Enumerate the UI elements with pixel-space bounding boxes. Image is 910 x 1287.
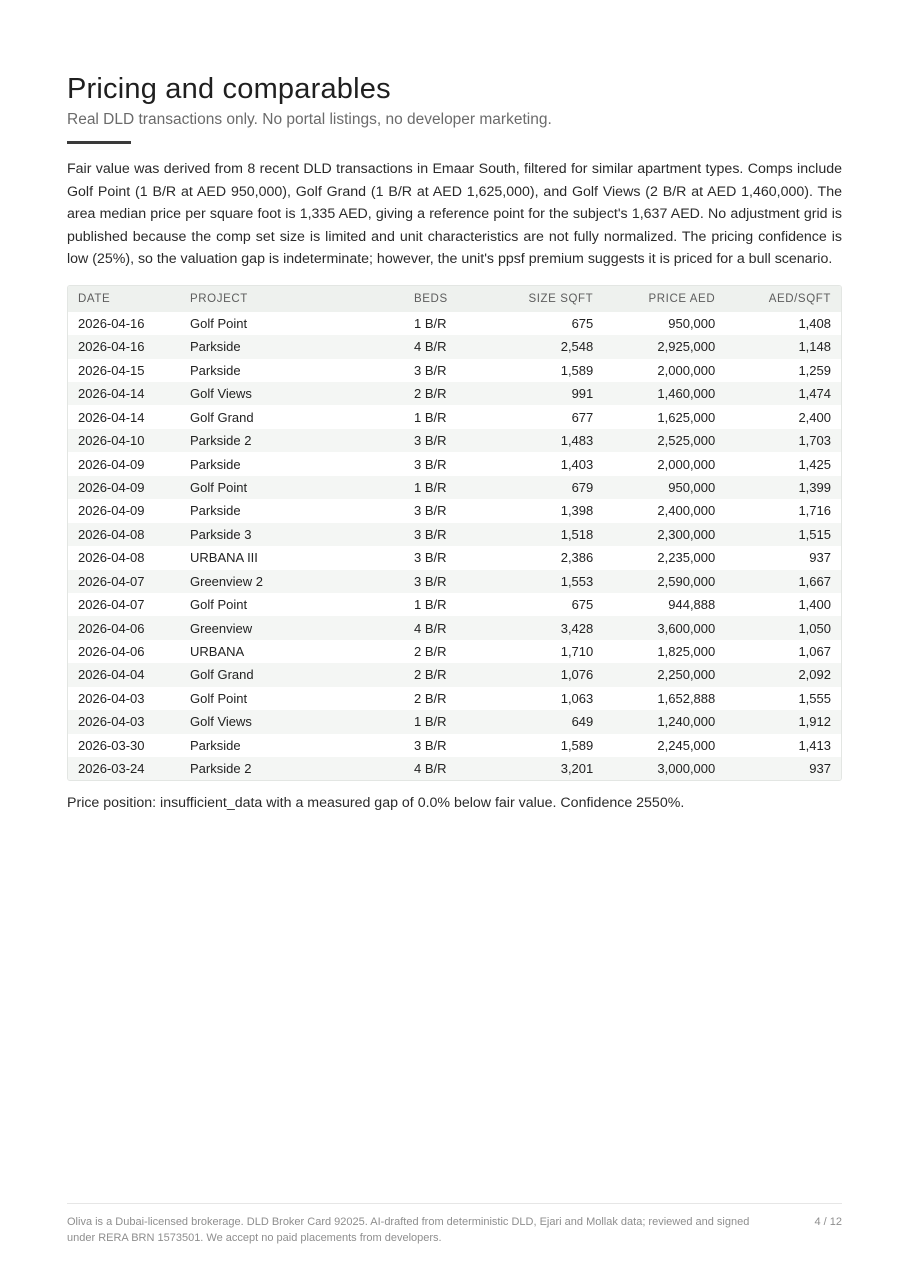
cell-date: 2026-04-08 [78, 550, 145, 566]
cell-size-sqft: 1,553 [484, 570, 603, 593]
cell-aed-per-sqft: 1,474 [725, 382, 841, 405]
table-row [68, 663, 841, 686]
cell-size-sqft: 675 [571, 315, 594, 331]
cell-project: Parkside [190, 456, 241, 472]
table-row [68, 312, 841, 335]
cell-project: Golf Views [180, 382, 404, 405]
cell-size-sqft: 2,548 [484, 335, 603, 358]
table-row [68, 616, 841, 639]
cell-date: 2026-04-15 [78, 362, 145, 378]
cell-date: 2026-04-06 [78, 644, 145, 660]
cell-price-aed: 1,625,000 [657, 409, 716, 425]
cell-project: Greenview [180, 616, 404, 639]
cell-date: 2026-04-09 [78, 456, 145, 472]
table-body [68, 312, 841, 781]
table-row [68, 546, 841, 569]
cell-size-sqft: 1,403 [560, 456, 594, 472]
title-divider [67, 141, 131, 144]
cell-size-sqft: 1,076 [484, 663, 603, 686]
cell-project: Parkside 2 [180, 429, 404, 452]
table-row [68, 359, 841, 382]
cell-project: Parkside [190, 737, 241, 753]
cell-aed-per-sqft: 1,399 [725, 476, 841, 499]
cell-price-aed: 1,652,888 [657, 690, 716, 706]
cell-date: 2026-04-07 [68, 570, 180, 593]
table-row [68, 734, 841, 757]
cell-date: 2026-04-16 [68, 335, 180, 358]
column-header-project: PROJECT [180, 286, 404, 312]
cell-project: Golf Point [180, 476, 404, 499]
cell-aed-per-sqft: 2,400 [798, 409, 831, 425]
table-row [68, 452, 841, 475]
table-row [68, 687, 841, 710]
cell-project: Parkside [180, 335, 404, 358]
valuation-summary: Fair value was derived from 8 recent DLD transactions in Emaar South, filtered for similar apartment types. Comps include Golf Point (1 B/R at AED 950,000), Golf Grand (1 B/R at AED 1,625,000), and Golf Views (2 B/R at AED 1,460,000). The area median price per square foot is 1,335 AED, giving a reference point for the subject's 1,637 AED. No adjustment grid is published because the comp set size is limited and unit characteristics are not fully normalized. The pricing confidence is low (25%), so the valuation gap is indeterminate; however, the unit's ppsf premium suggests it is priced for a bull scenario. [67, 161, 842, 267]
table-row [68, 570, 841, 593]
cell-price-aed: 950,000 [603, 476, 725, 499]
column-header-size-sqft: SIZE SQFT [484, 286, 603, 312]
table-row [68, 640, 841, 663]
cell-date: 2026-04-06 [68, 616, 180, 639]
cell-price-aed: 1,240,000 [603, 710, 725, 733]
cell-beds: 2 B/R [404, 382, 484, 405]
cell-date: 2026-03-24 [68, 757, 180, 780]
cell-aed-per-sqft: 1,413 [798, 737, 831, 753]
cell-project: Golf Views [180, 710, 404, 733]
cell-price-aed: 2,525,000 [603, 429, 725, 452]
cell-date: 2026-04-03 [68, 710, 180, 733]
cell-project: URBANA [190, 644, 245, 660]
cell-aed-per-sqft: 1,667 [725, 570, 841, 593]
cell-project: Golf Point [190, 690, 248, 706]
cell-price-aed: 2,000,000 [657, 456, 716, 472]
cell-size-sqft: 1,589 [560, 737, 594, 753]
table-row [68, 429, 841, 452]
cell-aed-per-sqft: 1,259 [798, 362, 831, 378]
cell-size-sqft: 1,518 [484, 523, 603, 546]
cell-project: Parkside 2 [180, 757, 404, 780]
cell-aed-per-sqft: 1,515 [725, 523, 841, 546]
cell-project: Golf Point [190, 315, 248, 331]
table-row [68, 335, 841, 358]
cell-size-sqft: 649 [484, 710, 603, 733]
cell-price-aed: 3,000,000 [603, 757, 725, 780]
cell-date: 2026-04-09 [68, 476, 180, 499]
cell-project: URBANA III [190, 550, 258, 566]
cell-price-aed: 2,000,000 [657, 362, 716, 378]
cell-beds: 1 B/R [404, 710, 484, 733]
cell-size-sqft: 1,589 [560, 362, 594, 378]
cell-date: 2026-03-30 [78, 737, 145, 753]
cell-size-sqft: 3,428 [484, 616, 603, 639]
page-title: Pricing and comparables [67, 73, 391, 105]
cell-project: Golf Grand [190, 409, 254, 425]
cell-date: 2026-04-09 [78, 503, 145, 519]
cell-aed-per-sqft: 1,716 [798, 503, 831, 519]
cell-aed-per-sqft: 937 [809, 550, 831, 566]
cell-size-sqft: 1,483 [484, 429, 603, 452]
cell-beds: 3 B/R [404, 570, 484, 593]
cell-beds: 4 B/R [404, 335, 484, 358]
cell-beds: 2 B/R [414, 690, 447, 706]
table-row [68, 476, 841, 499]
cell-date: 2026-04-08 [68, 523, 180, 546]
cell-beds: 3 B/R [404, 523, 484, 546]
cell-price-aed: 2,300,000 [603, 523, 725, 546]
cell-aed-per-sqft: 1,148 [725, 335, 841, 358]
cell-size-sqft: 1,063 [560, 690, 594, 706]
cell-project: Parkside 3 [180, 523, 404, 546]
cell-size-sqft: 3,201 [484, 757, 603, 780]
page-footer [67, 1203, 842, 1246]
column-header-aed-per-sqft: AED/SQFT [725, 286, 841, 312]
cell-aed-per-sqft: 1,555 [798, 690, 831, 706]
cell-date: 2026-04-16 [78, 315, 145, 331]
cell-beds: 4 B/R [404, 757, 484, 780]
cell-price-aed: 2,250,000 [603, 663, 725, 686]
cell-project: Parkside [190, 362, 241, 378]
cell-beds: 3 B/R [414, 550, 447, 566]
cell-size-sqft: 1,398 [560, 503, 594, 519]
cell-project: Greenview 2 [180, 570, 404, 593]
cell-size-sqft: 2,386 [560, 550, 594, 566]
cell-date: 2026-04-03 [78, 690, 145, 706]
page-subtitle: Real DLD transactions only. No portal listings, no developer marketing. [67, 111, 552, 128]
price-position-text: Price position: insufficient_data with a measured gap of 0.0% below fair value. Confidence 2550%. [67, 795, 685, 812]
cell-price-aed: 2,235,000 [657, 550, 716, 566]
cell-price-aed: 1,825,000 [657, 644, 716, 660]
cell-price-aed: 2,925,000 [603, 335, 725, 358]
cell-date: 2026-04-14 [68, 382, 180, 405]
cell-beds: 3 B/R [414, 737, 447, 753]
column-header-date: DATE [68, 286, 180, 312]
cell-date: 2026-04-14 [78, 409, 145, 425]
table-row [68, 593, 841, 616]
cell-beds: 3 B/R [404, 429, 484, 452]
cell-price-aed: 1,460,000 [603, 382, 725, 405]
footer-disclaimer: Oliva is a Dubai-licensed brokerage. DLD Broker Card 92025. AI-drafted from deterministic DLD, Ejari and Mollak data; reviewed and signed under RERA BRN 1573501. We accept no paid placements from developers. [67, 1216, 750, 1244]
cell-beds: 2 B/R [414, 644, 447, 660]
table-row [68, 710, 841, 733]
cell-aed-per-sqft: 1,408 [798, 315, 831, 331]
cell-beds: 3 B/R [414, 362, 447, 378]
cell-aed-per-sqft: 2,092 [725, 663, 841, 686]
cell-aed-per-sqft: 1,425 [798, 456, 831, 472]
comparables-table [67, 285, 842, 782]
cell-price-aed: 2,590,000 [603, 570, 725, 593]
table-row [68, 382, 841, 405]
column-header-beds: BEDS [404, 286, 484, 312]
cell-size-sqft: 677 [571, 409, 594, 425]
cell-date: 2026-04-04 [68, 663, 180, 686]
cell-aed-per-sqft: 1,400 [798, 597, 831, 613]
cell-aed-per-sqft: 937 [725, 757, 841, 780]
cell-beds: 1 B/R [404, 476, 484, 499]
cell-project: Parkside [190, 503, 241, 519]
cell-beds: 1 B/R [414, 409, 447, 425]
cell-price-aed: 944,888 [668, 597, 716, 613]
cell-beds: 1 B/R [414, 315, 447, 331]
cell-beds: 1 B/R [414, 597, 447, 613]
cell-size-sqft: 991 [484, 382, 603, 405]
cell-beds: 4 B/R [404, 616, 484, 639]
cell-size-sqft: 679 [484, 476, 603, 499]
cell-size-sqft: 1,710 [560, 644, 594, 660]
cell-aed-per-sqft: 1,050 [725, 616, 841, 639]
cell-size-sqft: 675 [571, 597, 594, 613]
column-header-price-aed: PRICE AED [603, 286, 725, 312]
cell-date: 2026-04-07 [78, 597, 145, 613]
cell-date: 2026-04-10 [68, 429, 180, 452]
table-row [68, 405, 841, 428]
cell-beds: 3 B/R [414, 503, 447, 519]
table-row [68, 499, 841, 522]
table-header-row [68, 286, 841, 312]
cell-aed-per-sqft: 1,067 [798, 644, 831, 660]
cell-project: Golf Grand [180, 663, 404, 686]
cell-price-aed: 2,400,000 [657, 503, 716, 519]
cell-price-aed: 3,600,000 [603, 616, 725, 639]
page-number: 4 / 12 [814, 1216, 842, 1228]
cell-aed-per-sqft: 1,912 [725, 710, 841, 733]
page-content [67, 72, 842, 813]
cell-beds: 2 B/R [404, 663, 484, 686]
cell-beds: 3 B/R [414, 456, 447, 472]
cell-aed-per-sqft: 1,703 [725, 429, 841, 452]
cell-project: Golf Point [190, 597, 248, 613]
table-row [68, 757, 841, 780]
table-row [68, 523, 841, 546]
cell-price-aed: 2,245,000 [657, 737, 716, 753]
cell-price-aed: 950,000 [668, 315, 716, 331]
